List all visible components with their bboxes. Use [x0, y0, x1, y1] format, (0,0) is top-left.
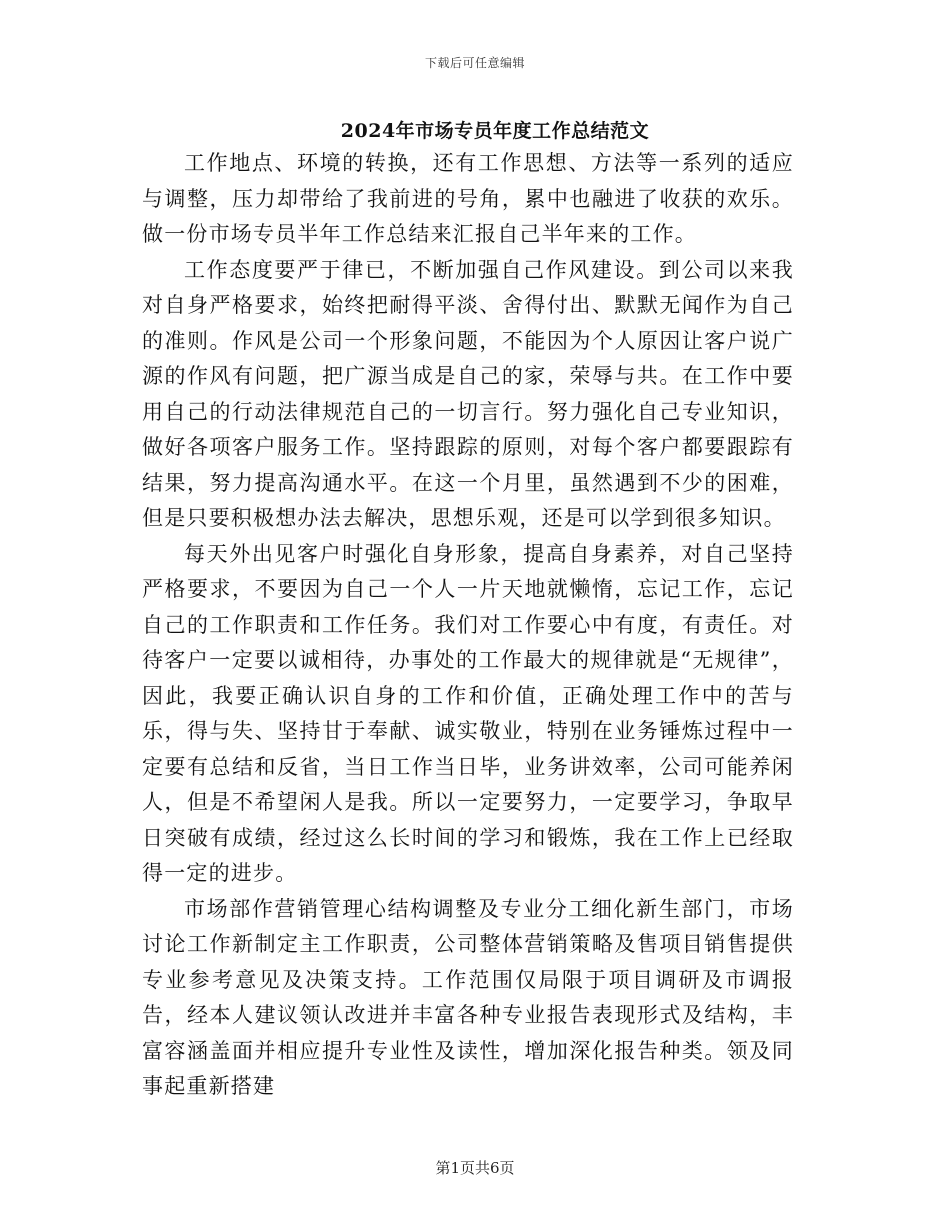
paragraph: 工作态度要严于律已，不断加强自己作风建设。到公司以来我对自身严格要求，始终把耐得平淡、舍得付出、默默无闻作为自己的准则。作风是公司一个形象问题，不能因为个人原因让客户说广源的作风有问题，把广源当成是自己的家，荣辱与共。在工作中要用自己的行动法律规范自己的一切言行。努力强化自己专业知识，做好各项客户服务工作。坚持跟踪的原则，对每个客户都要跟踪有结果，努力提高沟通水平。在这一个月里，虽然遇到不少的困难，但是只要积极想办法去解决，思想乐观，还是可以学到很多知识。 [142, 257, 794, 530]
page-header-note: 下载后可任意编辑 [424, 56, 525, 70]
paragraph: 每天外出见客户时强化自身形象，提高自身素养，对自己坚持严格要求，不要因为自己一个人一片天地就懒惰，忘记工作，忘记自己的工作职责和工作任务。我们对工作要心中有度，有责任。对待客户一定要以诚相待，办事处的工作最大的规律就是“无规律”，因此，我要正确认识自身的工作和价值，正确处理工作中的苦与乐，得与失、坚持甘于奉献、诚实敬业，特别在业务锤炼过程中一定要有总结和反省，当日工作当日毕，业务讲效率，公司可能养闲人，但是不希望闲人是我。所以一定要努力，一定要学习，争取早日突破有成绩，经过这么长时间的学习和锻炼，我在工作上已经取得一定的进步。 [142, 541, 794, 885]
paragraph: 市场部作营销管理心结构调整及专业分工细化新生部门，市场讨论工作新制定主工作职责，公司整体营销策略及售项目销售提供专业参考意见及决策支持。工作范围仅局限于项目调研及市调报告，经本人建议领认改进并丰富各种专业报告表现形式及结构，丰富容涵盖面并相应提升专业性及读性，增加深化报告种类。领及同事起重新搭建 [142, 896, 794, 1098]
document-title: 2024年市场专员年度工作总结范文 [340, 120, 650, 142]
page-number: 第1页共6页 [435, 1159, 515, 1177]
document-body [142, 146, 794, 1105]
paragraph: 工作地点、环境的转换，还有工作思想、方法等一系列的适应与调整，压力却带给了我前进的号角，累中也融进了收获的欢乐。做一份市场专员半年工作总结来汇报自己半年来的工作。 [142, 151, 794, 246]
